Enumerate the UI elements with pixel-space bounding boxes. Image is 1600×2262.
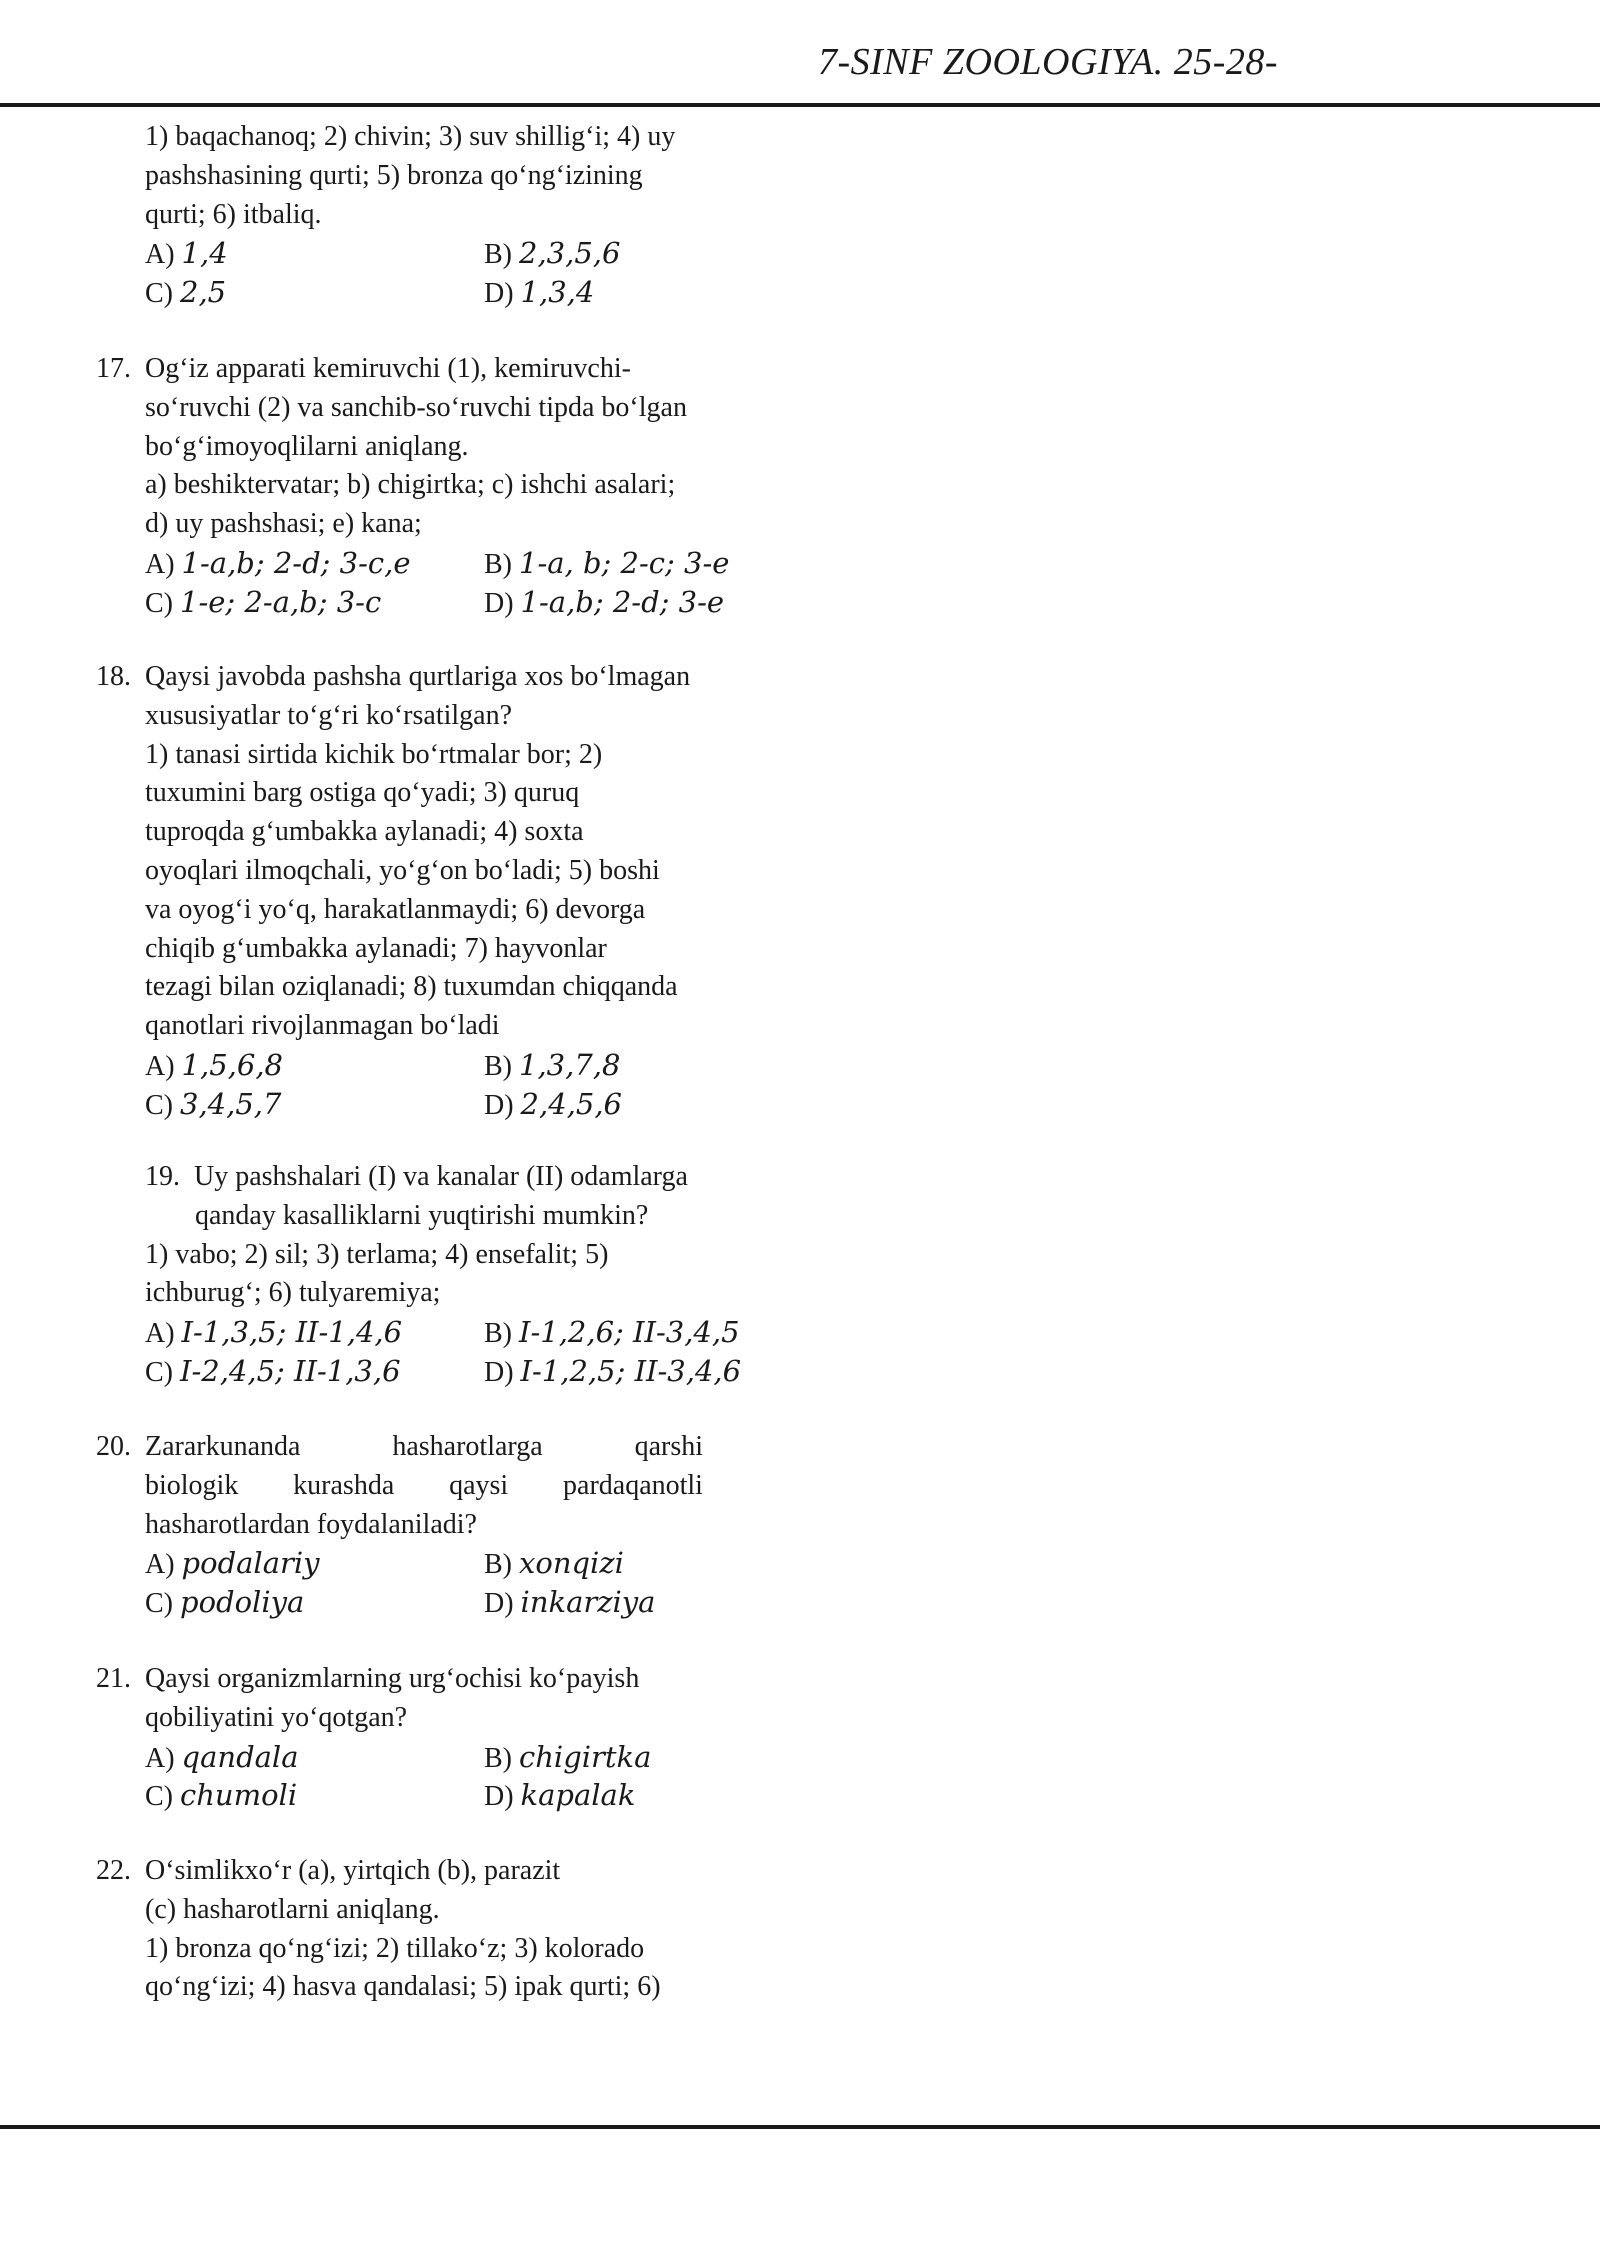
option-value: podalariy [181,1546,320,1581]
answer-options [145,234,765,312]
option-c[interactable] [145,583,381,622]
option-letter: D) [484,278,514,310]
question-text-line: qo‘ng‘izi; 4) hasva qandalasi; 5) ipak qurti; 6) [145,1971,661,2003]
option-letter: A) [145,1742,175,1774]
answer-options [145,1046,765,1124]
question-text-line: tezagi bilan oziqlanadi; 8) tuxumdan chiqqanda [145,971,678,1003]
question-text-line [145,1467,703,1506]
option-d[interactable] [484,1085,622,1124]
option-c[interactable] [145,1085,281,1124]
option-c[interactable] [145,1583,304,1622]
option-a[interactable] [145,1738,299,1777]
question-text-line: xususiyatlar to‘g‘ri ko‘rsatilgan? [145,699,513,731]
option-letter: A) [145,1549,175,1581]
option-letter: D) [484,587,514,619]
option-letter: B) [484,1742,512,1774]
question-number: 21. [96,1663,131,1694]
question-number: 18. [96,661,131,692]
question-text-line: 1) baqachanoq; 2) chivin; 3) suv shillig‘i; 4) uy [145,121,676,152]
option-value: I-1,3,5; II-1,4,6 [181,1315,403,1350]
option-value: kapalak [520,1778,636,1813]
question-text-line: pashshasining qurti; 5) bronza qo‘ng‘izining [145,159,643,191]
option-d[interactable] [484,1776,635,1815]
option-letter: D) [484,1781,514,1813]
option-value: chumoli [180,1778,298,1813]
question-number: 19. [145,1161,180,1192]
question-text-line: hasharotlardan foydalaniladi? [145,1508,477,1540]
option-value: 2,4,5,6 [520,1086,623,1121]
option-c[interactable] [145,1352,401,1391]
option-letter: B) [484,1050,512,1082]
option-a[interactable] [145,234,228,273]
question-20 [145,1428,703,1622]
option-value: 3,4,5,7 [180,1086,282,1121]
question-text-line: tuproqda g‘umbakka aylanadi; 4) soxta [145,816,584,848]
option-value: 1-e; 2-a,b; 3-c [180,584,382,619]
answer-options [145,1544,703,1622]
word: qarshi [634,1431,703,1462]
footer-rule [0,2125,1600,2129]
option-letter: C) [145,587,173,619]
option-value: 1,5,6,8 [181,1047,284,1082]
option-a[interactable] [145,544,411,583]
option-value: 1,3,4 [520,275,595,310]
option-b[interactable] [484,1738,651,1777]
answer-options [145,544,765,622]
question-22 [145,1852,765,2007]
option-b[interactable] [484,234,620,273]
question-text-line: d) uy pashshasi; e) kana; [145,508,422,540]
option-a[interactable] [145,1046,283,1085]
question-text-line [145,1158,765,1197]
header-rule [0,103,1600,107]
option-value: chigirtka [519,1739,652,1774]
option-b[interactable] [484,544,729,583]
question-number: 17. [96,353,131,384]
page-header-title: 7-SINF ZOOLOGIYA. 25-28- [818,41,1279,83]
option-b[interactable] [484,1544,624,1583]
option-d[interactable] [484,1352,741,1391]
word: hasharotlarga [392,1431,543,1462]
option-d[interactable] [484,1583,655,1622]
question-17 [145,350,765,622]
question-text-line: ichburug‘; 6) tulyaremiya; [145,1277,441,1309]
question-text-line: oyoqlari ilmoqchali, yo‘g‘on bo‘ladi; 5) boshi [145,854,660,886]
option-letter: C) [145,278,173,310]
option-a[interactable] [145,1544,320,1583]
option-value: qandala [181,1739,299,1774]
option-b[interactable] [484,1313,740,1352]
question-text-line: tuxumini barg ostiga qo‘yadi; 3) quruq [145,777,580,809]
option-letter: A) [145,1318,175,1350]
option-value: xonqizi [519,1546,624,1581]
option-letter: C) [145,1781,173,1813]
option-letter: B) [484,548,512,580]
word: qaysi [449,1469,509,1501]
question-text-line: qanotlari rivojlanmagan bo‘ladi [145,1010,500,1042]
question-text-line: qobiliyatini yo‘qotgan? [145,1701,408,1733]
option-value: 2,5 [180,275,227,310]
option-letter: C) [145,1588,173,1620]
option-value: inkarziya [520,1585,656,1620]
question-number: 22. [96,1855,131,1886]
question-text-line [145,1428,703,1467]
option-letter: B) [484,239,512,271]
question-text-line: 1) vabo; 2) sil; 3) terlama; 4) ensefalit; 5) [145,1238,609,1270]
option-value: 1,3,7,8 [519,1047,621,1082]
word: kurashda [293,1469,395,1501]
option-letter: C) [145,1089,173,1121]
option-value: 1-a,b; 2-d; 3-c,e [181,545,411,580]
answer-options [145,1738,765,1816]
question-text-line: (c) hasharotlarni aniqlang. [145,1893,440,1925]
option-c[interactable] [145,273,226,312]
word: pardaqanotli [563,1469,703,1501]
option-letter: B) [484,1318,512,1350]
question-21 [145,1660,765,1815]
option-letter: B) [484,1549,512,1581]
option-letter: D) [484,1588,514,1620]
question-text-line: a) beshiktervatar; b) chigirtka; c) ishchi asalari; [145,469,676,501]
option-value: I-1,2,6; II-3,4,5 [519,1315,740,1350]
option-value: 1,4 [181,236,228,271]
question-text: Uy pashshalari (I) va kanalar (II) odamlarga [194,1161,688,1192]
question-text-line: O‘simlikxo‘r (a), yirtqich (b), parazit [145,1855,561,1886]
question-text-line: 1) bronza qo‘ng‘izi; 2) tillako‘z; 3) kolorado [145,1932,645,1964]
option-letter: A) [145,239,175,271]
word: biologik [145,1469,239,1501]
option-b[interactable] [484,1046,620,1085]
question-text-line: Qaysi organizmlarning urg‘ochisi ko‘payish [145,1663,640,1694]
question-text-line: so‘ruvchi (2) va sanchib-so‘ruvchi tipda bo‘lgan [145,391,687,423]
option-d[interactable] [484,273,594,312]
question-text-line: qurti; 6) itbaliq. [145,198,322,230]
option-letter: D) [484,1089,514,1121]
question-text-line: Og‘iz apparati kemiruvchi (1), kemiruvchi- [145,353,631,384]
question-text-line: 1) tanasi sirtida kichik bo‘rtmalar bor; 2) [145,738,603,770]
option-letter: C) [145,1356,173,1388]
option-value: podoliya [180,1585,305,1620]
option-value: 1-a, b; 2-c; 3-e [519,545,730,580]
option-letter: A) [145,548,175,580]
option-letter: A) [145,1050,175,1082]
question-text-line: va oyog‘i yo‘q, harakatlanmaydi; 6) devorga [145,893,646,925]
question-text-line: Qaysi javobda pashsha qurtlariga xos bo‘lmagan [145,661,691,692]
option-value: 1-a,b; 2-d; 3-e [520,584,725,619]
question-text-line: chiqib g‘umbakka aylanadi; 7) hayvonlar [145,932,607,964]
question-number: 20. [96,1431,131,1462]
option-a[interactable] [145,1313,402,1352]
option-value: 2,3,5,6 [519,236,621,271]
option-d[interactable] [484,583,724,622]
word: Zararkunanda [145,1431,301,1462]
option-value: I-2,4,5; II-1,3,6 [180,1353,401,1388]
question-18 [145,658,765,1124]
question-19 [145,1158,765,1391]
answer-options [145,1313,765,1391]
question-text-line: bo‘g‘imoyoqlilarni aniqlang. [145,430,469,462]
question-16-continued [145,118,765,312]
option-value: I-1,2,5; II-3,4,6 [520,1353,742,1388]
option-c[interactable] [145,1776,297,1815]
question-text-line: qanday kasalliklarni yuqtirishi mumkin? [195,1199,649,1231]
option-letter: D) [484,1356,514,1388]
